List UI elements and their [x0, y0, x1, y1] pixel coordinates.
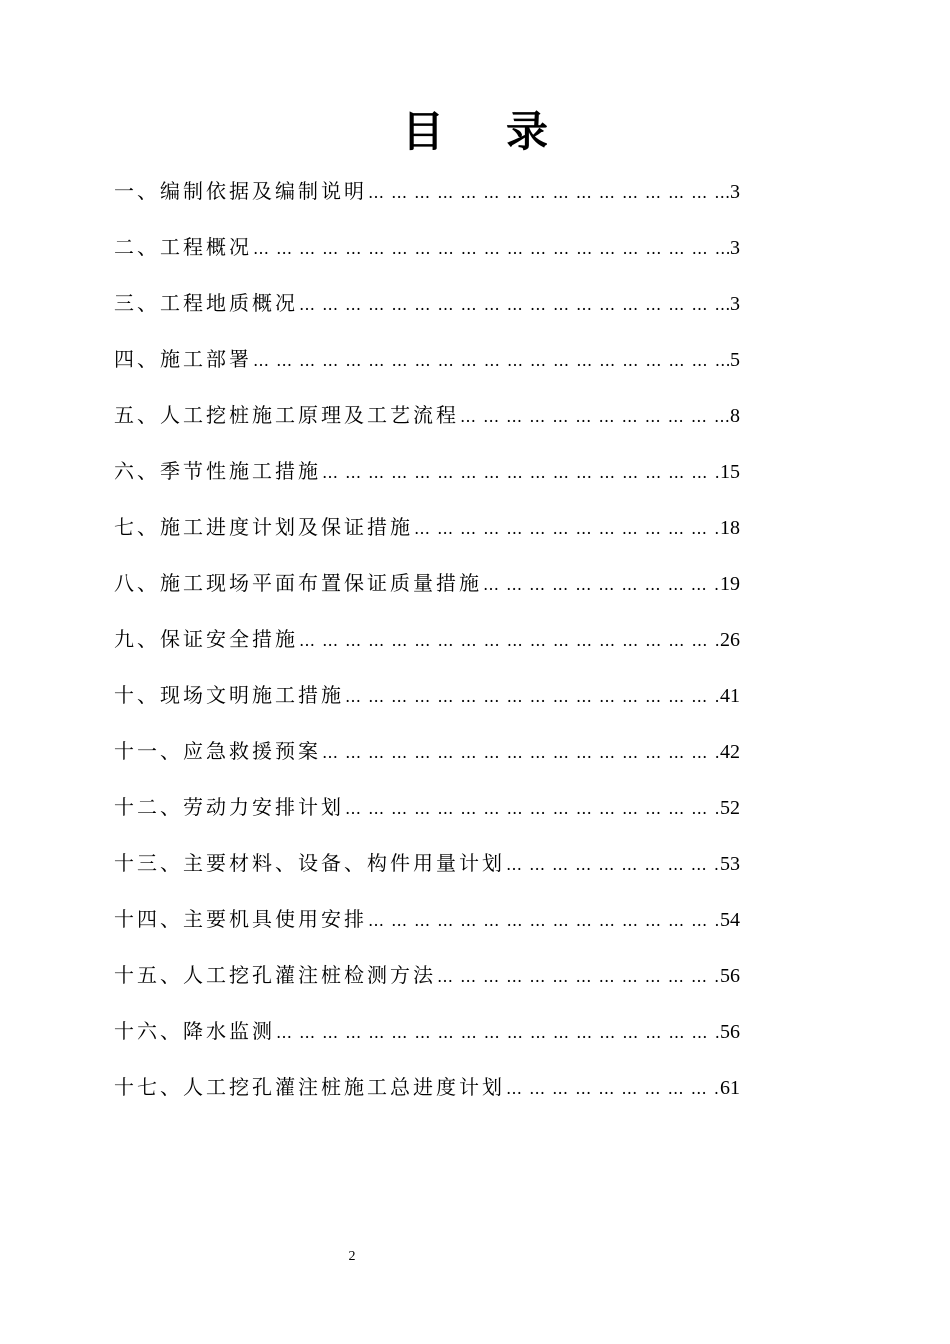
- toc-entry-label: 三、工程地质概况: [114, 291, 298, 315]
- toc-title: [0, 104, 950, 160]
- toc-dot-leader: [322, 454, 719, 492]
- toc-entry-page: 56: [720, 965, 740, 987]
- table-of-contents: [114, 172, 740, 1124]
- toc-dot-leader: [414, 510, 719, 548]
- toc-entry[interactable]: [114, 396, 740, 452]
- toc-entry-page: 54: [720, 909, 740, 931]
- toc-entry[interactable]: [114, 956, 740, 1012]
- toc-entry-label: 六、季节性施工措施: [114, 459, 321, 483]
- toc-dot-leader: [483, 566, 719, 604]
- toc-entry-label: 八、施工现场平面布置保证质量措施: [114, 571, 482, 595]
- toc-entry[interactable]: [114, 676, 740, 732]
- toc-entry-label: 十四、主要机具使用安排: [114, 907, 367, 931]
- toc-dot-leader: [253, 342, 729, 380]
- toc-entry-label: 十五、人工挖孔灌注桩检测方法: [114, 963, 436, 987]
- toc-entry[interactable]: [114, 1012, 740, 1068]
- toc-dot-leader: [506, 846, 719, 884]
- toc-entry-page: 52: [720, 797, 740, 819]
- toc-entry[interactable]: [114, 620, 740, 676]
- toc-entry-label: 十、现场文明施工措施: [114, 683, 344, 707]
- toc-entry-label: 十六、降水监测: [114, 1019, 275, 1043]
- toc-entry-page: 42: [720, 741, 740, 763]
- toc-title-char-1: 目: [401, 107, 444, 156]
- toc-entry[interactable]: [114, 564, 740, 620]
- toc-entry-label: 十三、主要材料、设备、构件用量计划: [114, 851, 505, 875]
- toc-entry[interactable]: [114, 228, 740, 284]
- toc-entry-page: 19: [720, 573, 740, 595]
- toc-entry-page: 3: [730, 181, 740, 203]
- toc-dot-leader: [345, 790, 719, 828]
- toc-entry[interactable]: [114, 900, 740, 956]
- toc-entry-page: 61: [720, 1077, 740, 1099]
- toc-dot-leader: [276, 1014, 719, 1052]
- toc-title-char-2: 录: [506, 107, 549, 156]
- toc-dot-leader: [368, 174, 729, 212]
- toc-dot-leader: [368, 902, 719, 940]
- toc-entry[interactable]: [114, 284, 740, 340]
- toc-entry-page: 3: [730, 237, 740, 259]
- toc-dot-leader: [299, 622, 719, 660]
- toc-dot-leader: [460, 398, 729, 436]
- toc-entry[interactable]: [114, 844, 740, 900]
- toc-entry-page: 53: [720, 853, 740, 875]
- toc-dot-leader: [322, 734, 719, 772]
- toc-entry-page: 5: [730, 349, 740, 371]
- toc-entry-label: 九、保证安全措施: [114, 627, 298, 651]
- toc-entry[interactable]: [114, 732, 740, 788]
- toc-entry-label: 四、施工部署: [114, 347, 252, 371]
- toc-dot-leader: [437, 958, 719, 996]
- toc-dot-leader: [345, 678, 719, 716]
- toc-entry[interactable]: [114, 172, 740, 228]
- toc-dot-leader: [299, 286, 729, 324]
- toc-entry-page: 8: [730, 405, 740, 427]
- footer-page-number: 2: [348, 1249, 356, 1264]
- toc-entry-page: 41: [720, 685, 740, 707]
- toc-entry[interactable]: [114, 508, 740, 564]
- toc-entry-label: 五、人工挖桩施工原理及工艺流程: [114, 403, 459, 427]
- toc-entry[interactable]: [114, 1068, 740, 1124]
- toc-entry-page: 56: [720, 1021, 740, 1043]
- toc-entry[interactable]: [114, 788, 740, 844]
- toc-dot-leader: [253, 230, 729, 268]
- toc-entry-page: 26: [720, 629, 740, 651]
- toc-entry-label: 十一、应急救援预案: [114, 739, 321, 763]
- toc-entry-page: 3: [730, 293, 740, 315]
- toc-dot-leader: [506, 1070, 719, 1108]
- toc-entry-label: 十七、人工挖孔灌注桩施工总进度计划: [114, 1075, 505, 1099]
- toc-entry-label: 十二、劳动力安排计划: [114, 795, 344, 819]
- toc-entry[interactable]: [114, 452, 740, 508]
- toc-entry-label: 一、编制依据及编制说明: [114, 179, 367, 203]
- toc-entry-label: 七、施工进度计划及保证措施: [114, 515, 413, 539]
- toc-entry-page: 18: [720, 517, 740, 539]
- toc-entry[interactable]: [114, 340, 740, 396]
- toc-entry-label: 二、工程概况: [114, 235, 252, 259]
- toc-entry-page: 15: [720, 461, 740, 483]
